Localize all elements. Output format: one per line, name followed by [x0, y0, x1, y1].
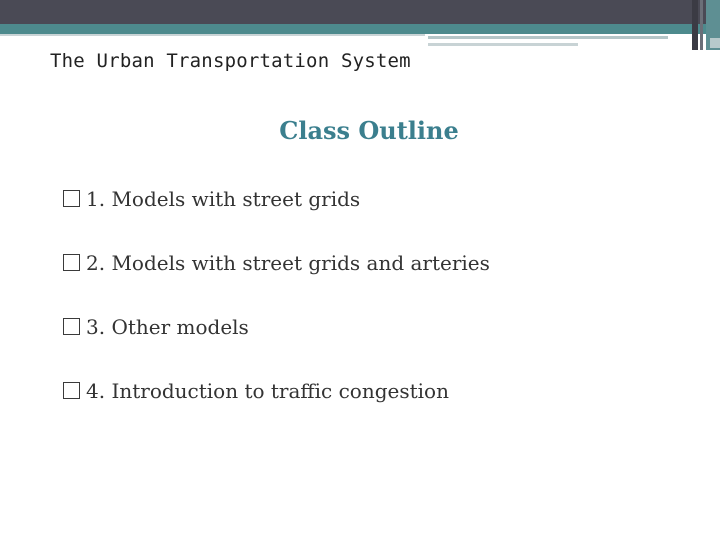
- empty-square-icon: [63, 190, 80, 207]
- corner-accent-1: [692, 0, 698, 50]
- bullet-list: [63, 184, 490, 440]
- bullet-text: 3. Other models: [86, 315, 249, 339]
- bullet-text: 4. Introduction to traffic congestion: [86, 379, 449, 403]
- empty-square-icon: [63, 382, 80, 399]
- header-title: The Urban Transportation System: [50, 50, 411, 72]
- bullet-text: 2. Models with street grids and arteries: [86, 251, 490, 275]
- top-rule-2: [428, 36, 668, 39]
- top-rule-1: [0, 34, 425, 36]
- list-item: [63, 248, 490, 312]
- bullet-text: 1. Models with street grids: [86, 187, 361, 211]
- corner-accent-2: [700, 0, 703, 50]
- list-item: [63, 184, 490, 248]
- list-item: [63, 376, 490, 440]
- top-band-teal: [0, 24, 720, 34]
- slide-title: Class Outline: [279, 116, 459, 145]
- empty-square-icon: [63, 254, 80, 271]
- list-item: [63, 312, 490, 376]
- top-rule-3: [428, 43, 578, 46]
- empty-square-icon: [63, 318, 80, 335]
- corner-accent-4: [710, 38, 720, 48]
- top-band-dark: [0, 0, 720, 24]
